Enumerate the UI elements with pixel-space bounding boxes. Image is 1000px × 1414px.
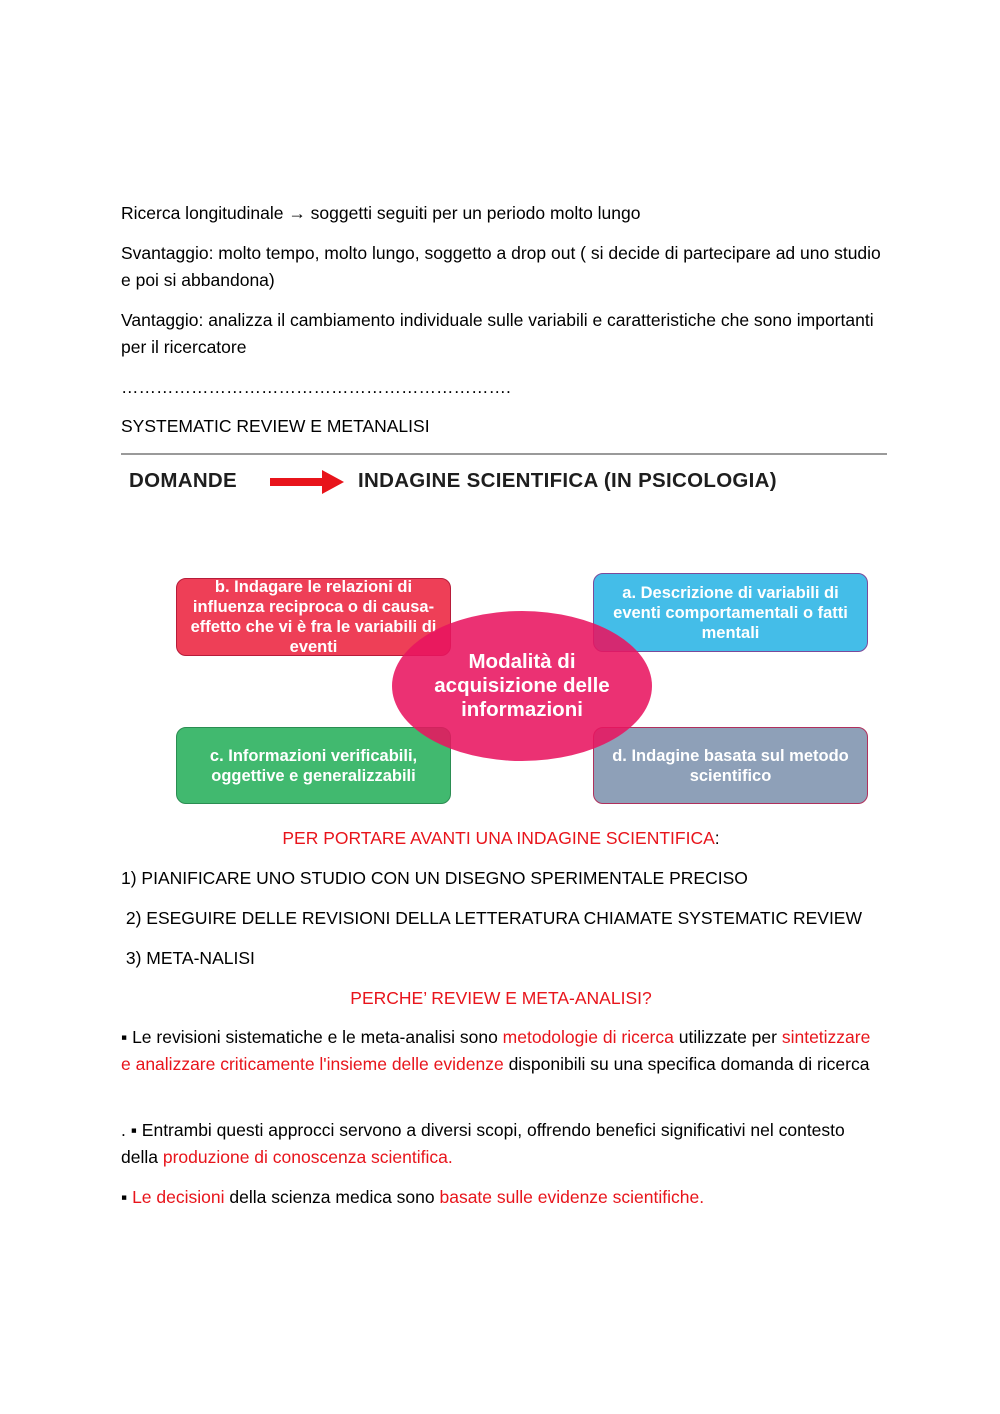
bullet-3: [121, 1184, 881, 1211]
bullet-1-part-c: utilizzate per: [673, 1027, 782, 1047]
bullet-2-part-a: . ▪ Entrambi questi approcci servono a diversi scopi, offrendo benefici significativi nel contesto della: [121, 1120, 845, 1167]
bullet-3-part-c: della scienza medica sono: [224, 1187, 440, 1207]
note-advantage: Vantaggio: analizza il cambiamento individuale sulle variabili e caratteristiche che sono importanti per il ricercatore: [121, 310, 874, 357]
note-disadvantage: Svantaggio: molto tempo, molto lungo, soggetto a drop out ( si decide di partecipare ad uno studio e poi si abbandona): [121, 243, 881, 290]
diagram-center-ellipse: [392, 611, 652, 761]
figure-header-right: INDAGINE SCIENTIFICA (IN PSICOLOGIA): [358, 469, 777, 492]
bullet-2: [121, 1117, 881, 1170]
diagram-box-c-text: c. Informazioni verificabili, oggettive e generalizzabili: [209, 746, 418, 785]
step-2: 2) ESEGUIRE DELLE REVISIONI DELLA LETTERATURA CHIAMATE SYSTEMATIC REVIEW: [121, 908, 862, 928]
heading-colon: :: [714, 828, 720, 848]
diagram-box-c: [176, 727, 451, 804]
bullet-1-part-e: disponibili su una specifica domanda di ricerca: [503, 1053, 870, 1074]
heading-scientific-inquiry: [121, 825, 881, 852]
diagram-box-b: [176, 578, 451, 656]
diagram-box-d-text: d. Indagine basata sul metodo scientifico: [612, 746, 849, 785]
diagram-box-a-text: a. Descrizione di variabili di eventi comportamentali o fatti mentali: [613, 583, 848, 642]
arrow-right-icon: [270, 470, 344, 494]
figure-top-rule: [121, 453, 887, 455]
bullet-1-part-a: ▪ Le revisioni sistematiche e le meta-analisi sono: [121, 1027, 503, 1047]
diagram-center-text: Modalità di acquisizione delle informazioni: [434, 650, 610, 721]
diagram-box-d: [593, 727, 868, 804]
heading-why-review: PERCHE’ REVIEW E META-ANALISI?: [350, 988, 652, 1008]
bullet-2-highlight-knowledge: produzione di conoscenza scientifica.: [162, 1146, 453, 1167]
bullet-1: [121, 1024, 881, 1077]
diagram-box-b-text: b. Indagare le relazioni di influenza reciproca o di causa-effetto che vi è fra le variabili di eventi: [190, 578, 437, 656]
step-3: 3) META-NALISI: [121, 948, 255, 968]
section-title: SYSTEMATIC REVIEW E METANALISI: [121, 416, 430, 436]
bullet-3-marker: ▪: [121, 1187, 133, 1207]
bullet-3-highlight-evidence: basate sulle evidenze scientifiche.: [439, 1187, 705, 1207]
bullet-3-highlight-decisions: Le decisioni: [132, 1187, 225, 1207]
figure-header-left: DOMANDE: [129, 469, 238, 492]
heading-scientific-inquiry-text: PER PORTARE AVANTI UNA INDAGINE SCIENTIFICA: [282, 828, 715, 848]
bullet-1-highlight-methodologies: metodologie di ricerca: [502, 1027, 674, 1047]
bullet-1-highlight-synthesize: sintetizzare e analizzare criticamente l'insieme delle evidenze: [121, 1027, 871, 1074]
diagram-box-a: [593, 573, 868, 652]
dotted-separator: ………………………………………………………….: [121, 377, 511, 397]
note-longitudinal: Ricerca longitudinale → soggetti seguiti per un periodo molto lungo: [121, 203, 641, 223]
step-1: 1) PIANIFICARE UNO STUDIO CON UN DISEGNO SPERIMENTALE PRECISO: [121, 868, 748, 888]
